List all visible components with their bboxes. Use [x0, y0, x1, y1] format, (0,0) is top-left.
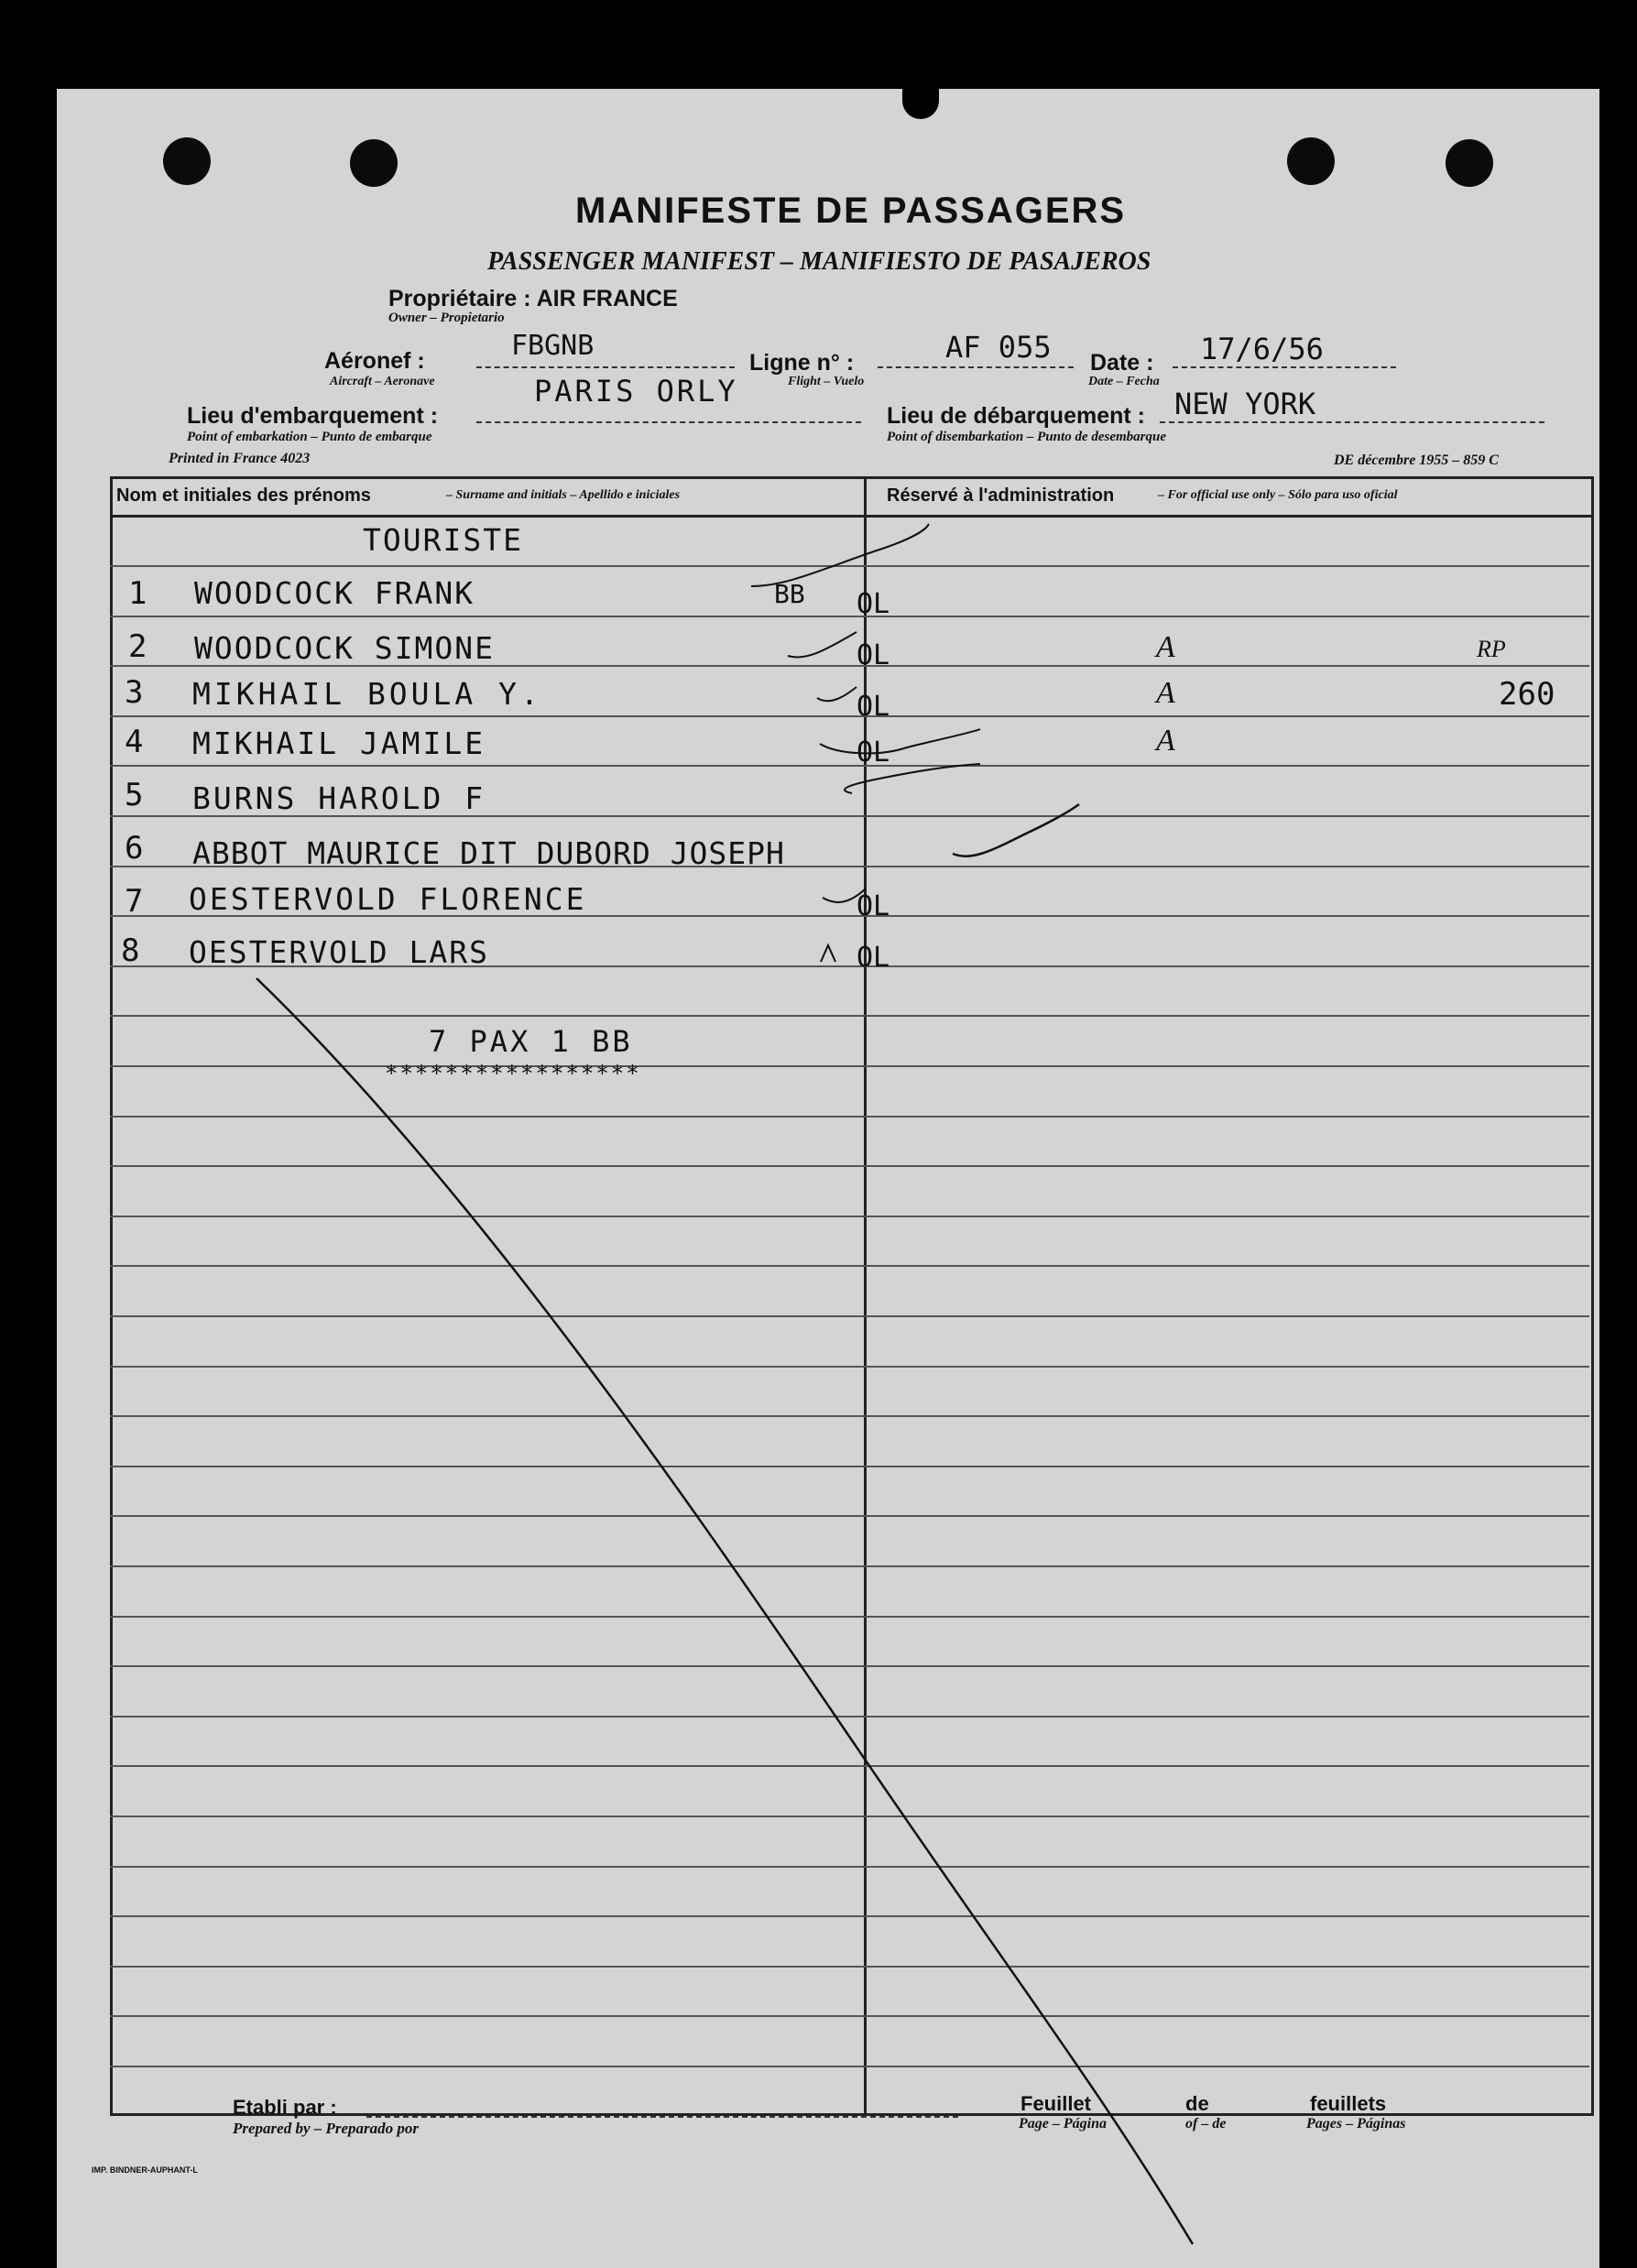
ruled-line — [110, 715, 1589, 717]
punch-hole-right-2 — [1446, 139, 1493, 187]
passenger-number: 1 — [128, 575, 147, 612]
admin-mark: A — [1156, 724, 1175, 758]
passenger-name: BURNS HAROLD F — [192, 780, 486, 816]
ruled-line — [110, 1515, 1589, 1517]
passenger-code: OL — [857, 736, 890, 769]
sheets-sub: Pages – Páginas — [1306, 2116, 1406, 2132]
owner-sub: Owner – Propietario — [388, 311, 505, 325]
of-sub: of – de — [1185, 2116, 1227, 2132]
ruled-line — [110, 1815, 1589, 1817]
embark-line — [476, 421, 861, 423]
ruled-line — [110, 765, 1589, 767]
sheet-sub: Page – Página — [1019, 2116, 1107, 2132]
ruled-line — [110, 1366, 1589, 1368]
sheets-label: feuillets — [1310, 2092, 1387, 2115]
passenger-number: 7 — [125, 883, 144, 920]
prepared-line — [366, 2116, 958, 2118]
ruled-line — [110, 1915, 1589, 1917]
passenger-note: BB — [774, 579, 805, 609]
passenger-name: ABBOT MAURICE DIT DUBORD JOSEPH — [192, 835, 785, 871]
of-label: de — [1185, 2092, 1209, 2115]
passenger-number: 4 — [125, 724, 144, 760]
imprint: IMP. BINDNER-AUPHANT-L — [92, 2165, 198, 2175]
passenger-code: OL — [857, 691, 890, 723]
ruled-line — [110, 1116, 1589, 1118]
disembark-sub: Point of disembarkation – Punto de desembarque — [887, 430, 1167, 444]
table-frame — [110, 476, 1594, 2116]
ruled-line — [110, 1765, 1589, 1767]
ruled-line — [110, 1665, 1589, 1667]
passenger-name: WOODCOCK SIMONE — [194, 630, 496, 666]
aircraft-value: FBGNB — [511, 330, 595, 362]
disembark-label: Lieu de débarquement : — [887, 403, 1145, 429]
punch-hole-left-2 — [350, 139, 398, 187]
passenger-number: 5 — [125, 777, 144, 813]
passenger-name: OESTERVOLD FLORENCE — [189, 881, 587, 917]
date-sub: Date – Fecha — [1088, 375, 1160, 388]
passenger-code: OL — [857, 942, 890, 974]
punch-hole-left-1 — [163, 137, 211, 185]
sheet-label: Feuillet — [1020, 2092, 1092, 2115]
passenger-name: WOODCOCK FRANK — [194, 575, 475, 611]
page-title: MANIFESTE DE PASSAGERS — [575, 191, 1127, 231]
admin-extra: RP — [1477, 636, 1506, 662]
admin-mark: A — [1156, 676, 1175, 710]
date-value: 17/6/56 — [1200, 332, 1324, 366]
passenger-code: OL — [857, 588, 890, 620]
date-line — [1173, 366, 1396, 368]
passenger-code: OL — [857, 890, 890, 922]
embark-value: PARIS ORLY — [534, 374, 738, 409]
ruled-line — [110, 1565, 1589, 1567]
ruled-line — [110, 1165, 1589, 1167]
embark-sub: Point of embarkation – Punto de embarque — [187, 430, 432, 444]
line-line — [878, 366, 1074, 368]
torn-edge — [902, 81, 939, 119]
ruled-line — [110, 1866, 1589, 1868]
line-label: Ligne n° : — [749, 350, 855, 376]
embark-label: Lieu d'embarquement : — [187, 403, 439, 429]
col1-header-sub: – Surname and initials – Apellido e iniciales — [446, 488, 681, 502]
col2-header-sub: – For official use only – Sólo para uso oficial — [1158, 488, 1398, 502]
form-code: DE décembre 1955 – 859 C — [1334, 453, 1499, 468]
ruled-line — [110, 1065, 1589, 1067]
passenger-name: MIKHAIL BOULA Y. — [192, 676, 542, 712]
ruled-line — [110, 616, 1589, 617]
ruled-line — [110, 1966, 1589, 1968]
page-subtitle: PASSENGER MANIFEST – MANIFIESTO DE PASAJEROS — [487, 247, 1151, 276]
disembark-value: NEW YORK — [1174, 387, 1316, 421]
col1-header: Nom et initiales des prénoms — [116, 485, 371, 506]
passenger-number: 6 — [125, 830, 144, 867]
ruled-line — [110, 1015, 1589, 1017]
passenger-number: 8 — [121, 932, 140, 969]
prepared-sub: Prepared by – Preparado por — [233, 2120, 420, 2137]
ruled-line — [110, 1716, 1589, 1717]
passenger-name: OESTERVOLD LARS — [189, 934, 490, 970]
admin-mark: A — [1156, 630, 1175, 664]
header-divider — [110, 515, 1594, 518]
aircraft-line — [476, 366, 735, 368]
col2-header: Réservé à l'administration — [887, 485, 1115, 506]
ruled-line — [110, 2066, 1589, 2067]
ruled-line — [110, 565, 1589, 567]
passenger-name: MIKHAIL JAMILE — [192, 725, 486, 761]
line-value: AF 055 — [945, 330, 1052, 365]
aircraft-label: Aéronef : — [324, 348, 425, 374]
owner-label: Propriétaire : AIR FRANCE — [388, 286, 678, 311]
ruled-line — [110, 1315, 1589, 1317]
total-count: 7 PAX 1 BB — [429, 1024, 633, 1059]
ruled-line — [110, 1216, 1589, 1217]
printed-note: Printed in France 4023 — [169, 451, 311, 466]
ruled-line — [110, 2015, 1589, 2017]
punch-hole-right-1 — [1287, 137, 1335, 185]
ruled-line — [110, 1616, 1589, 1618]
admin-extra: 260 — [1499, 676, 1555, 713]
passenger-number: 2 — [128, 628, 147, 665]
disembark-line — [1160, 421, 1544, 423]
ruled-line — [110, 1415, 1589, 1417]
date-label: Date : — [1090, 350, 1154, 376]
class-label: TOURISTE — [363, 522, 523, 558]
ruled-line — [110, 1265, 1589, 1267]
prepared-label: Etabli par : — [233, 2096, 337, 2119]
passenger-code: OL — [857, 639, 890, 671]
aircraft-sub: Aircraft – Aeronave — [330, 375, 435, 388]
ruled-line — [110, 1466, 1589, 1467]
line-sub: Flight – Vuelo — [788, 375, 865, 388]
passenger-number: 3 — [125, 674, 144, 711]
total-stars: ***************** — [385, 1061, 641, 1086]
